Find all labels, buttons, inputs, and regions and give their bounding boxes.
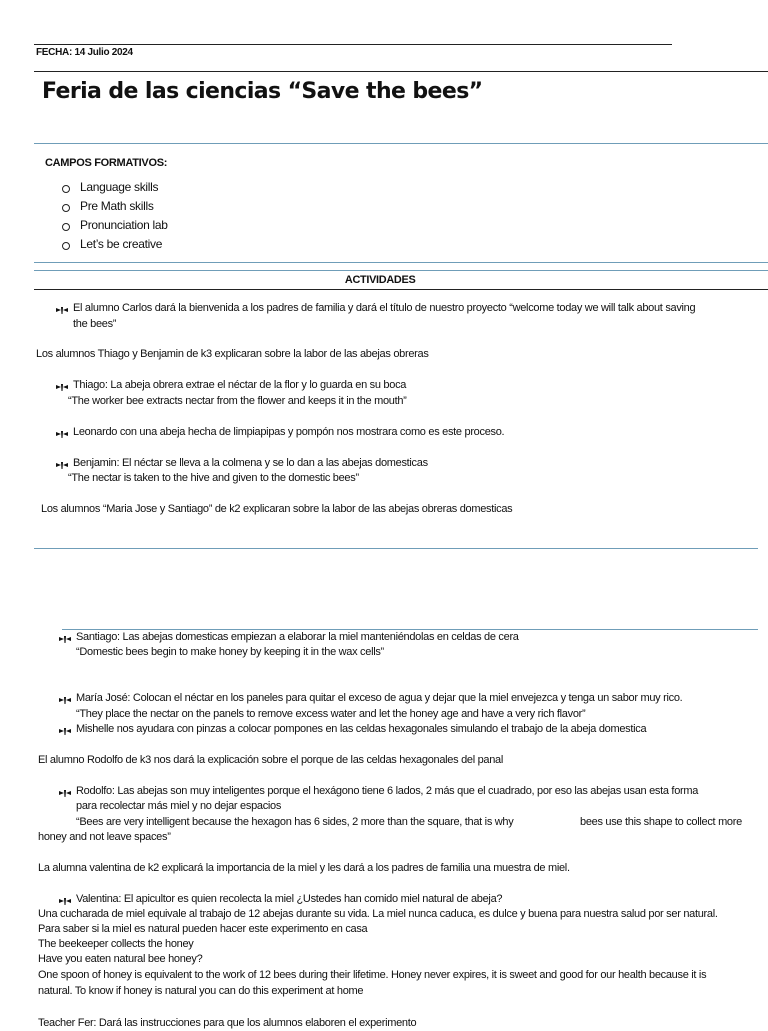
activity-line: Los alumnos “Maria Jose y Santiago” de k2 explicaran sobre la labor de las abejas obreras domesticas — [41, 503, 513, 515]
activity-line: Mishelle nos ayudara con pinzas a colocar pompones en las celdas hexagonales simulando el trabajo de la abeja domestica — [76, 723, 647, 735]
circle-bullet-icon — [62, 242, 70, 250]
activity-line: “The worker bee extracts nectar from the flower and keeps it in the mouth” — [68, 395, 407, 407]
campos-rule-1 — [34, 262, 768, 263]
activity-line: Santiago: Las abejas domesticas empiezan a elaborar la miel manteniéndolas en celdas de cera — [76, 631, 519, 643]
campos-item: Pronunciation lab — [80, 218, 168, 232]
bee-bullet-icon — [56, 382, 68, 392]
bee-bullet-icon — [59, 634, 71, 644]
circle-bullet-icon — [62, 223, 70, 231]
actividades-heading: ACTIVIDADES — [344, 274, 416, 286]
activity-line: Una cucharada de miel equivale al trabajo de 12 abejas durante su vida. La miel nunca caduca, es dulce y buena para nuestra salud por ser natural. — [38, 908, 718, 920]
campos-item: Let’s be creative — [80, 237, 163, 251]
page-break-rule-1 — [34, 548, 758, 549]
date-label: FECHA: 14 Julio 2024 — [36, 47, 133, 58]
activity-line: para recolectar más miel y no dejar espacios — [76, 800, 282, 812]
circle-bullet-icon — [62, 204, 70, 212]
activity-line: “The nectar is taken to the hive and given to the domestic bees” — [68, 472, 359, 484]
activity-line: “They place the nectar on the panels to remove excess water and let the honey age and have a very rich flavor” — [76, 708, 586, 720]
activity-line: Teacher Fer: Dará las instrucciones para que los alumnos elaboren el experimento — [38, 1017, 417, 1029]
header-rule — [34, 71, 768, 72]
activity-line: Rodolfo: Las abejas son muy inteligentes porque el hexágono tiene 6 lados, 2 más que el cuadrado, por eso las abejas usan esta forma — [76, 785, 699, 797]
activity-line: Have you eaten natural bee honey? — [38, 953, 203, 965]
bee-bullet-icon — [59, 726, 71, 736]
activity-line: “Bees are very intelligent because the hexagon has 6 sides, 2 more than the square, that is why — [76, 816, 514, 828]
activity-line: Leonardo con una abeja hecha de limpiapipas y pompón nos mostrara como es este proceso. — [73, 426, 505, 438]
activity-line: natural. To know if honey is natural you can do this experiment at home — [38, 985, 364, 997]
actividades-rule — [34, 289, 768, 290]
page-title: Feria de las ciencias “Save the bees” — [42, 79, 483, 104]
activity-line: Los alumnos Thiago y Benjamin de k3 explicaran sobre la labor de las abejas obreras — [36, 348, 429, 360]
activity-line: El alumno Carlos dará la bienvenida a los padres de familia y dará el título de nuestro proyecto “welcome today we will talk about saving — [73, 302, 696, 314]
activity-line: El alumno Rodolfo de k3 nos dará la explicación sobre el porque de las celdas hexagonales del panal — [38, 754, 504, 766]
campos-heading: CAMPOS FORMATIVOS: — [45, 157, 168, 169]
activity-line: La alumna valentina de k2 explicará la importancia de la miel y les dará a los padres de familia una muestra de miel. — [38, 862, 570, 874]
campos-item: Pre Math skills — [80, 199, 154, 213]
bee-bullet-icon — [59, 695, 71, 705]
bee-bullet-icon — [56, 305, 68, 315]
activity-line: “Domestic bees begin to make honey by keeping it in the wax cells” — [76, 646, 384, 658]
campos-rule-2 — [34, 270, 768, 271]
activity-line: bees use this shape to collect more — [580, 816, 742, 828]
bee-bullet-icon — [59, 788, 71, 798]
bee-bullet-icon — [56, 429, 68, 439]
activity-line: Thiago: La abeja obrera extrae el néctar de la flor y lo guarda en su boca — [73, 379, 407, 391]
activity-line: honey and not leave spaces” — [38, 831, 171, 843]
activity-line: Benjamin: El néctar se lleva a la colmena y se lo dan a las abejas domesticas — [73, 457, 428, 469]
activity-line: One spoon of honey is equivalent to the work of 12 bees during their lifetime. Honey never expires, it is sweet and good for our health because it is — [38, 969, 707, 981]
bee-bullet-icon — [59, 896, 71, 906]
top-rule — [34, 44, 672, 45]
activity-line: the bees” — [73, 318, 117, 330]
activity-line: María José: Colocan el néctar en los paneles para quitar el exceso de agua y dejar que la miel envejezca y tenga un sabor muy rico. — [76, 692, 683, 704]
activity-line: Valentina: El apicultor es quien recolecta la miel ¿Ustedes han comido miel natural de abeja? — [76, 893, 503, 905]
activity-line: The beekeeper collects the honey — [38, 938, 194, 950]
circle-bullet-icon — [62, 185, 70, 193]
bee-bullet-icon — [56, 460, 68, 470]
activity-line: Para saber si la miel es natural pueden hacer este experimento en casa — [38, 923, 368, 935]
campos-item: Language skills — [80, 180, 159, 194]
title-rule — [34, 143, 768, 144]
